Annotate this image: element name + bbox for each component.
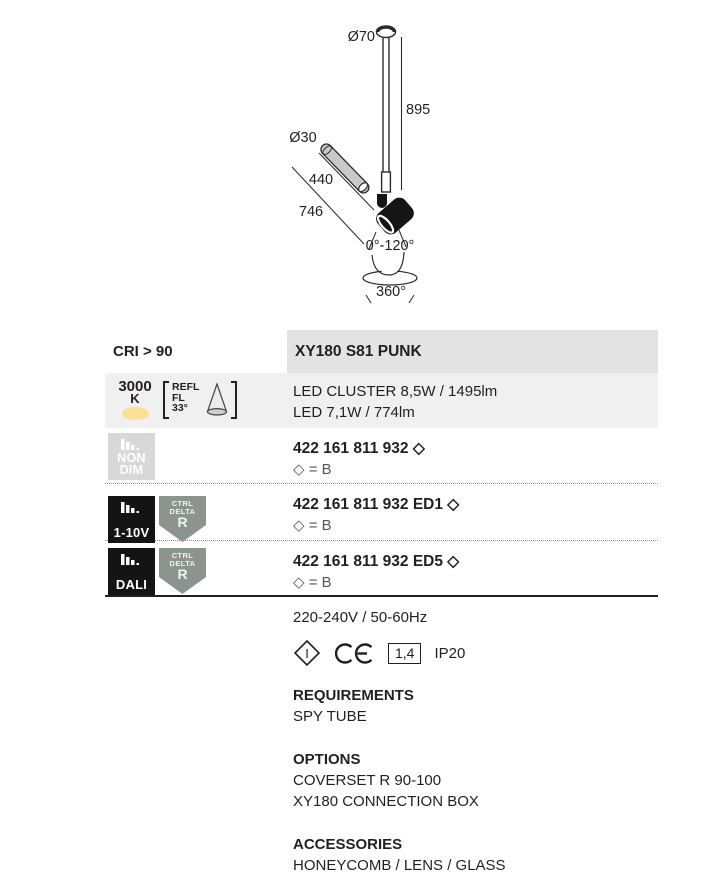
- voltage-spec: 220-240V / 50-60Hz: [293, 609, 428, 626]
- dimension-label-arm-dia: Ø30: [289, 130, 317, 146]
- optic-line: REFL: [172, 381, 200, 393]
- footer: [105, 597, 658, 876]
- color-temperature: [112, 380, 158, 420]
- optic-spec: [163, 381, 237, 419]
- fixture-drawing: [0, 0, 706, 326]
- fixture-canopy: [377, 27, 396, 38]
- badge-label: DALI: [115, 577, 148, 592]
- dimming-icon: [121, 502, 142, 514]
- ctrl-delta-badge: [159, 548, 206, 595]
- dimension-label-total-len: 746: [298, 204, 324, 220]
- optic-line: 33°: [172, 402, 188, 414]
- tilt-range-label: 0°-120°: [365, 238, 415, 254]
- shield-label: DELTA: [169, 506, 196, 516]
- code-note: ◇ = B: [293, 461, 332, 478]
- section-title: ACCESSORIES: [293, 836, 403, 853]
- section-line: HONEYCOMB / LENS / GLASS: [293, 857, 506, 874]
- badge-label: NON: [117, 451, 146, 465]
- svg-text:I: I: [305, 646, 309, 661]
- section-line: XY180 CONNECTION BOX: [293, 793, 479, 810]
- beam-cone-icon: [205, 382, 229, 418]
- rotation-label: 360°: [376, 284, 406, 300]
- shield-label: R: [177, 566, 188, 582]
- code-note: ◇ = B: [293, 517, 332, 534]
- ce-mark-icon: [334, 642, 375, 665]
- table-header-row: [105, 330, 658, 373]
- article-code: 422 161 811 932 ◇: [293, 440, 425, 457]
- led-spec-line: LED 7,1W / 774lm: [293, 404, 415, 421]
- dimension-label-arm-len: 440: [308, 172, 334, 188]
- cct-value: 3000: [118, 378, 152, 395]
- article-code: 422 161 811 932 ED5 ◇: [293, 553, 460, 570]
- code-note: ◇ = B: [293, 574, 332, 591]
- 1-10v-badge: [108, 496, 155, 543]
- requirements-section: [293, 685, 658, 727]
- fixture-stem: [382, 37, 391, 192]
- weight-badge: 1,4: [388, 643, 421, 664]
- led-spec-line: LED CLUSTER 8,5W / 1495lm: [293, 383, 498, 400]
- dimming-icon: [121, 554, 142, 566]
- product-title: XY180 S81 PUNK: [287, 330, 658, 373]
- shield-label: R: [177, 514, 188, 530]
- variant-row-1-10v: [105, 484, 658, 541]
- bracket-right: [231, 381, 237, 419]
- optic-line: FL: [172, 391, 185, 404]
- section-title: OPTIONS: [293, 751, 361, 768]
- section-line: COVERSET R 90-100: [293, 772, 442, 789]
- variant-row-non-dim: [105, 428, 658, 484]
- dimming-icon: [121, 439, 142, 451]
- badge-label: DIM: [119, 463, 144, 477]
- variant-row-dali: [105, 541, 658, 597]
- dali-badge: [108, 548, 155, 595]
- light-source-row: [105, 373, 658, 428]
- shield-label: CTRL: [171, 551, 194, 560]
- shield-label: DELTA: [169, 558, 196, 568]
- dimension-label-drop: 895: [406, 102, 431, 118]
- section-title: REQUIREMENTS: [293, 687, 414, 704]
- fixture-joint: [377, 194, 387, 208]
- spec-table: [105, 330, 658, 597]
- section-line: SPY TUBE: [293, 708, 367, 725]
- dimension-label-canopy: Ø70: [347, 29, 375, 45]
- ctrl-delta-badge: [159, 496, 206, 543]
- options-section: [293, 749, 658, 812]
- certification-marks: [293, 638, 658, 668]
- ip-rating: IP20: [434, 644, 466, 662]
- shield-label: CTRL: [171, 499, 194, 508]
- badge-label: 1-10V: [113, 525, 150, 540]
- insulation-class-icon: [293, 639, 321, 667]
- cri-label: CRI > 90: [105, 330, 287, 373]
- non-dim-badge: [108, 433, 155, 480]
- cct-unit: K: [130, 391, 140, 406]
- accessories-section: [293, 834, 658, 876]
- cct-swatch: [122, 407, 149, 420]
- article-code: 422 161 811 932 ED1 ◇: [293, 496, 460, 513]
